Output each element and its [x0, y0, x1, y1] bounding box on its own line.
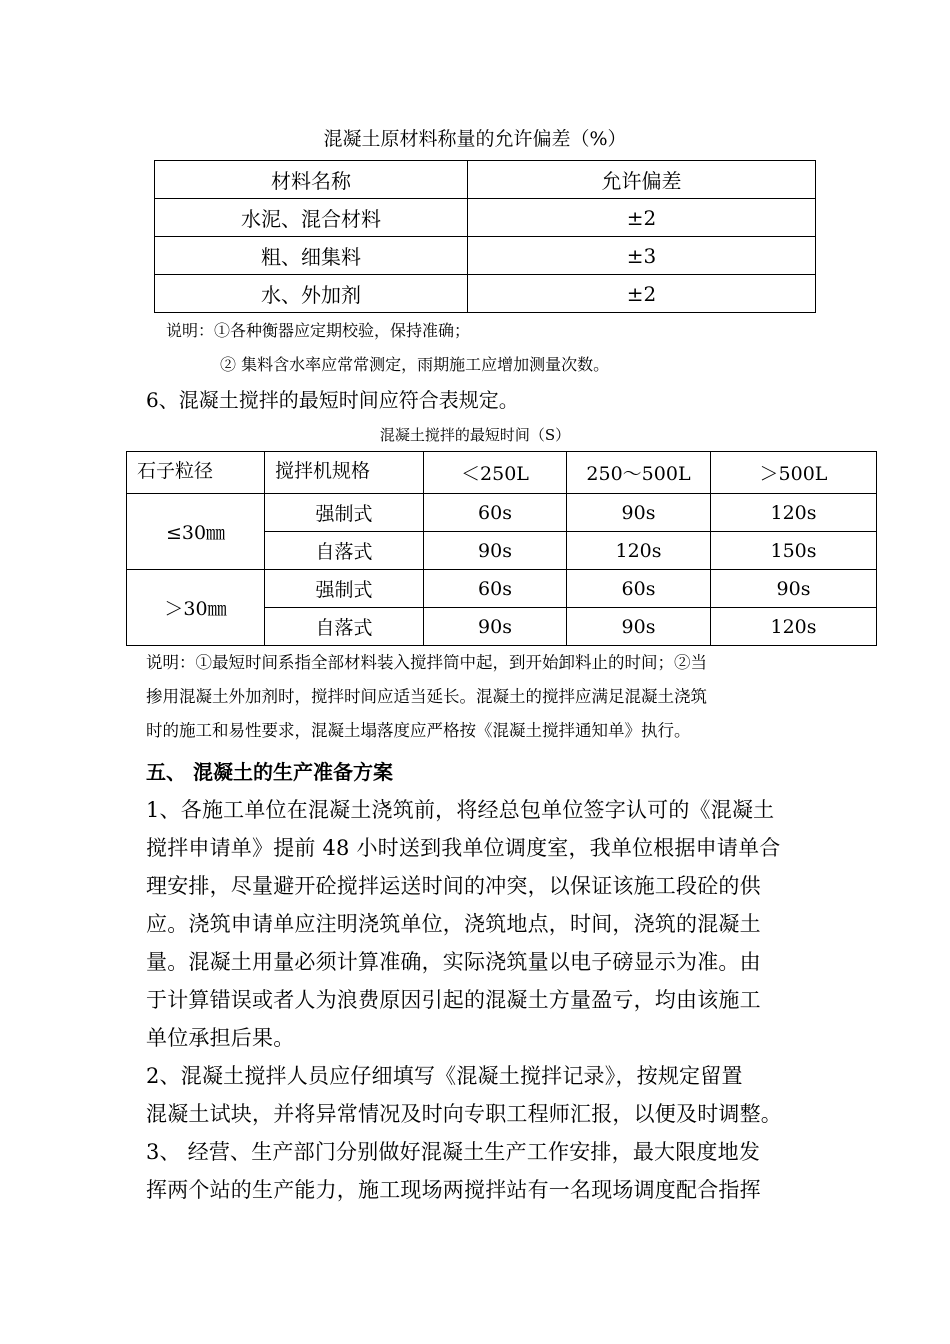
paragraph-line: 于计算错误或者人为浪费原因引起的混凝土方量盈亏，均由该施工	[146, 988, 761, 1012]
table1-caption: 混凝土原材料称量的允许偏差（%）	[323, 128, 627, 150]
table-cell: 120s	[711, 608, 877, 646]
table-cell: 自落式	[265, 532, 424, 570]
table-cell: 粗、细集料	[155, 237, 468, 275]
note-line: 时的施工和易性要求，混凝土塌落度应严格按《混凝土搅拌通知单》执行。	[146, 721, 691, 740]
section6-text: 6、混凝土搅拌的最短时间应符合表规定。	[146, 388, 519, 412]
table-row	[155, 199, 816, 237]
table-cell: 水泥、混合材料	[155, 199, 468, 237]
table-row	[127, 452, 877, 494]
mixing-time-table	[126, 451, 877, 646]
table-header-cell: ＜250L	[424, 452, 567, 494]
table-cell: 90s	[567, 608, 711, 646]
table-cell: 60s	[424, 570, 567, 608]
table-cell: 自落式	[265, 608, 424, 646]
paragraph-1	[146, 791, 810, 1057]
table-cell: 120s	[567, 532, 711, 570]
table-cell-size: ＞30㎜	[127, 570, 265, 646]
table-cell: 强制式	[265, 494, 424, 532]
table-header-cell: 搅拌机规格	[265, 452, 424, 494]
table2-note	[146, 646, 812, 748]
table-cell: ±2	[468, 275, 816, 313]
table-cell: 强制式	[265, 570, 424, 608]
paragraph-line: 1、各施工单位在混凝土浇筑前，将经总包单位签字认可的《混凝土	[146, 798, 775, 822]
paragraph-line: 挥两个站的生产能力，施工现场两搅拌站有一名现场调度配合指挥	[146, 1178, 761, 1202]
table-cell: ±2	[468, 199, 816, 237]
table-header-cell: 允许偏差	[468, 161, 816, 199]
paragraph-line: 量。混凝土用量必须计算准确，实际浇筑量以电子磅显示为准。由	[146, 950, 761, 974]
table-header-cell: 250～500L	[567, 452, 711, 494]
table-header-cell: 材料名称	[155, 161, 468, 199]
note-line: 说明：①最短时间系指全部材料装入搅拌筒中起，到开始卸料止的时间；②当	[146, 653, 707, 672]
table-cell: 150s	[711, 532, 877, 570]
table-row	[155, 237, 816, 275]
table-header-cell: ＞500L	[711, 452, 877, 494]
note-line: 掺用混凝土外加剂时，搅拌时间应适当延长。混凝土的搅拌应满足混凝土浇筑	[146, 687, 707, 706]
table-cell: 60s	[424, 494, 567, 532]
table-cell: 90s	[424, 532, 567, 570]
table-cell: 水、外加剂	[155, 275, 468, 313]
table-cell: 60s	[567, 570, 711, 608]
table-cell-size: ≤30㎜	[127, 494, 265, 570]
paragraph-line: 搅拌申请单》提前 48 小时送到我单位调度室，我单位根据申请单合	[146, 836, 781, 860]
table-row	[127, 494, 877, 532]
table-cell: 90s	[711, 570, 877, 608]
table1-note-line1: 说明：①各种衡器应定期校验，保持准确；	[166, 321, 471, 340]
table-row	[155, 275, 816, 313]
table-cell: ±3	[468, 237, 816, 275]
table2-caption: 混凝土搅拌的最短时间（S）	[379, 426, 571, 444]
table1-note-line2: ② 集料含水率应常常测定，雨期施工应增加测量次数。	[220, 355, 610, 374]
table-cell: 120s	[711, 494, 877, 532]
paragraph-3	[146, 1133, 810, 1209]
table-row	[155, 161, 816, 199]
paragraph-line: 2、混凝土搅拌人员应仔细填写《混凝土搅拌记录》，按规定留置	[146, 1064, 743, 1088]
table-header-cell: 石子粒径	[127, 452, 265, 494]
section-heading: 五、 混凝土的生产准备方案	[146, 760, 393, 784]
table-cell: 90s	[424, 608, 567, 646]
paragraph-line: 单位承担后果。	[146, 1026, 295, 1050]
table-cell: 90s	[567, 494, 711, 532]
paragraph-line: 应。浇筑申请单应注明浇筑单位，浇筑地点，时间，浇筑的混凝土	[146, 912, 761, 936]
paragraph-line: 混凝土试块，并将异常情况及时向专职工程师汇报，以便及时调整。	[146, 1102, 782, 1126]
paragraph-2	[146, 1057, 810, 1133]
table-row	[127, 570, 877, 608]
paragraph-line: 理安排，尽量避开砼搅拌运送时间的冲突，以保证该施工段砼的供	[146, 874, 761, 898]
paragraph-line: 3、 经营、生产部门分别做好混凝土生产工作安排，最大限度地发	[146, 1140, 761, 1164]
tolerance-table	[154, 160, 816, 313]
